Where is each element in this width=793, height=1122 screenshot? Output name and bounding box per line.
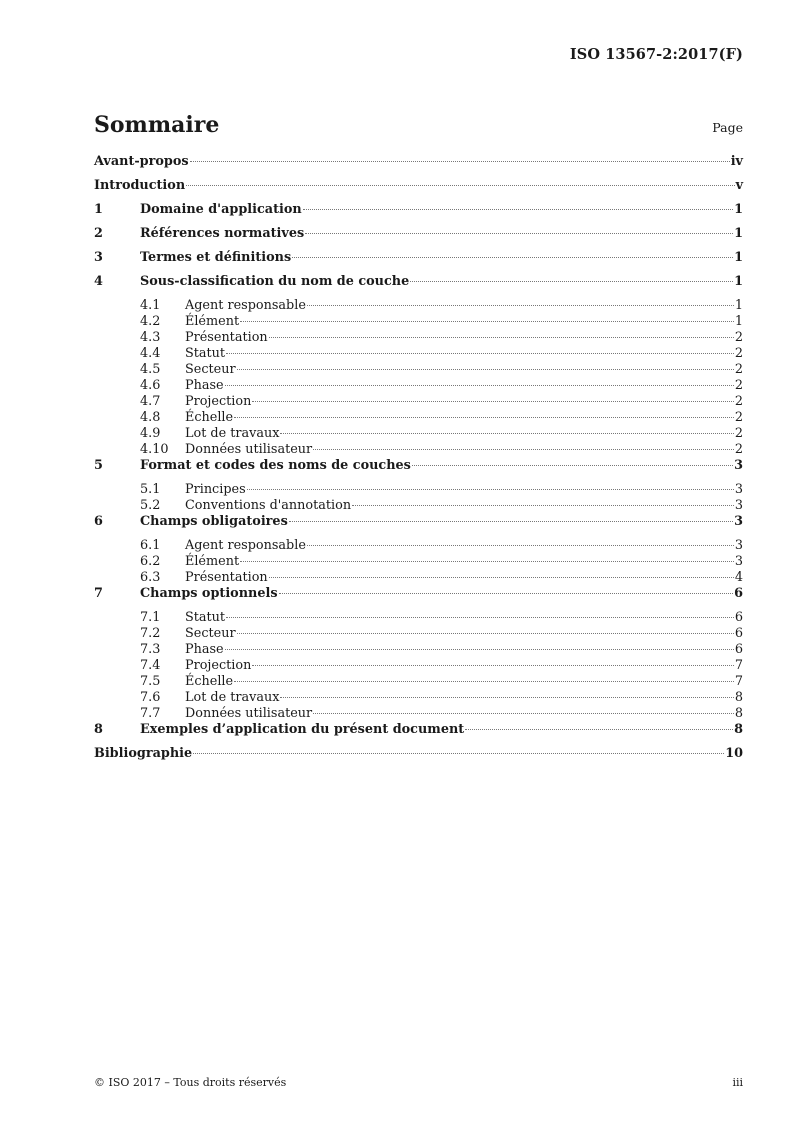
toc-entry[interactable]	[94, 154, 743, 178]
toc-entry-number: 7.6	[140, 690, 161, 705]
toc-entry-label: Projection	[185, 394, 252, 409]
toc-entry-page: 4	[734, 570, 743, 585]
toc-entry-label: Bibliographie	[94, 746, 193, 761]
toc-entry-number: 8	[94, 722, 103, 737]
dot-leader	[305, 233, 733, 234]
toc-entry-label: Sous-classification du nom de couche	[140, 274, 410, 289]
dot-leader	[269, 577, 734, 578]
toc-entry-page: 2	[734, 442, 743, 457]
toc-entry-label: Champs obligatoires	[140, 514, 288, 529]
toc-entry-page: 2	[734, 410, 743, 425]
dot-leader	[237, 633, 734, 634]
toc-entry[interactable]	[94, 226, 743, 250]
toc-entry-page: 6	[734, 586, 743, 601]
toc-entry[interactable]	[94, 362, 743, 378]
dot-leader	[352, 505, 734, 506]
toc-entry-label: Statut	[185, 610, 226, 625]
toc-entry-page: 3	[734, 482, 743, 497]
dot-leader	[226, 617, 734, 618]
toc-entry-label: Principes	[185, 482, 246, 497]
dot-leader	[410, 281, 733, 282]
toc-entry[interactable]	[94, 482, 743, 498]
toc-entry-label: Phase	[185, 378, 224, 393]
toc-entry-page: v	[735, 178, 743, 193]
toc-entry-number: 4.10	[140, 442, 169, 457]
toc-entry-page: 1	[734, 298, 743, 313]
toc-entry-page: 3	[734, 554, 743, 569]
toc-entry-page: 2	[734, 378, 743, 393]
dot-leader	[225, 385, 734, 386]
toc-entry-label: Données utilisateur	[185, 706, 313, 721]
toc-entry-number: 4.2	[140, 314, 161, 329]
toc-entry[interactable]	[94, 746, 743, 770]
toc-entry-page: 7	[734, 658, 743, 673]
toc-entry-label: Avant-propos	[94, 154, 189, 169]
toc-entry-number: 3	[94, 250, 103, 265]
toc-entry[interactable]	[94, 394, 743, 410]
toc-entry-page: 6	[734, 642, 743, 657]
toc-entry-number: 4.5	[140, 362, 161, 377]
toc-entry-label: Lot de travaux	[185, 426, 280, 441]
toc-entry[interactable]	[94, 538, 743, 554]
toc-entry-page: 3	[734, 458, 743, 473]
toc-entry-number: 7.4	[140, 658, 161, 673]
toc-entry-label: Conventions d'annotation	[185, 498, 352, 513]
toc-entry-label: Exemples d’application du présent document	[140, 722, 465, 737]
dot-leader	[279, 593, 734, 594]
toc-entry[interactable]	[94, 722, 743, 746]
toc-entry-label: Projection	[185, 658, 252, 673]
toc-entry-page: 8	[734, 690, 743, 705]
toc-entry[interactable]	[94, 274, 743, 298]
toc-entry-number: 4.1	[140, 298, 161, 313]
dot-leader	[412, 465, 733, 466]
toc-entry-label: Termes et définitions	[140, 250, 292, 265]
toc-entry-label: Échelle	[185, 674, 234, 689]
toc-entry[interactable]	[94, 314, 743, 330]
dot-leader	[252, 401, 734, 402]
toc-entry[interactable]	[94, 378, 743, 394]
dot-leader	[186, 185, 734, 186]
toc-entry-label: Élément	[185, 314, 240, 329]
toc-entry-label: Références normatives	[140, 226, 305, 241]
toc-entry[interactable]	[94, 178, 743, 202]
toc-entry-label: Statut	[185, 346, 226, 361]
dot-leader	[289, 521, 733, 522]
toc-entry-label: Phase	[185, 642, 224, 657]
dot-leader	[292, 257, 733, 258]
toc-entry-number: 1	[94, 202, 103, 217]
toc-entry-label: Introduction	[94, 178, 186, 193]
toc-entry-number: 4.7	[140, 394, 161, 409]
toc-entry[interactable]	[94, 642, 743, 658]
toc-entry[interactable]	[94, 586, 743, 610]
toc-entry-page: 1	[734, 314, 743, 329]
toc-entry[interactable]	[94, 706, 743, 722]
toc-entry-number: 4.8	[140, 410, 161, 425]
toc-entry-page: 10	[725, 746, 743, 761]
toc-entry-number: 7	[94, 586, 103, 601]
toc-entry-label: Élément	[185, 554, 240, 569]
toc-entry-number: 6	[94, 514, 103, 529]
toc-entry-label: Secteur	[185, 362, 236, 377]
dot-leader	[280, 433, 733, 434]
toc-entry-page: 6	[734, 626, 743, 641]
dot-leader	[226, 353, 734, 354]
document-reference: ISO 13567-2:2017(F)	[569, 46, 743, 63]
toc-entry[interactable]	[94, 330, 743, 346]
toc-entry-page: iv	[730, 154, 743, 169]
dot-leader	[465, 729, 733, 730]
toc-entry-number: 6.1	[140, 538, 161, 553]
toc-entry-number: 4	[94, 274, 103, 289]
toc-entry[interactable]	[94, 458, 743, 482]
toc-entry-page: 2	[734, 346, 743, 361]
toc-entry-number: 2	[94, 226, 103, 241]
toc-entry-page: 7	[734, 674, 743, 689]
dot-leader	[190, 161, 730, 162]
toc-entry-page: 8	[734, 706, 743, 721]
dot-leader	[234, 681, 734, 682]
toc-entry[interactable]	[94, 410, 743, 426]
toc-entry-number: 5.2	[140, 498, 161, 513]
page-footer	[94, 1076, 743, 1089]
toc-entry-label: Données utilisateur	[185, 442, 313, 457]
dot-leader	[307, 545, 734, 546]
toc-entry-label: Échelle	[185, 410, 234, 425]
toc-entry-page: 2	[734, 330, 743, 345]
dot-leader	[307, 305, 734, 306]
dot-leader	[193, 753, 724, 754]
toc-entry-page: 2	[734, 426, 743, 441]
toc-entry-number: 4.6	[140, 378, 161, 393]
toc-entry-page: 3	[734, 498, 743, 513]
dot-leader	[303, 209, 733, 210]
toc-entry-page: 1	[734, 226, 743, 241]
dot-leader	[280, 697, 733, 698]
toc-entry[interactable]	[94, 610, 743, 626]
toc-entry-page: 1	[734, 274, 743, 289]
toc-entry-page: 2	[734, 362, 743, 377]
toc-entry[interactable]	[94, 498, 743, 514]
toc-entry-number: 5	[94, 458, 103, 473]
dot-leader	[313, 449, 734, 450]
toc-entry-number: 7.1	[140, 610, 161, 625]
toc-entry[interactable]	[94, 674, 743, 690]
toc-entry-number: 4.3	[140, 330, 161, 345]
toc-entry[interactable]	[94, 554, 743, 570]
dot-leader	[313, 713, 734, 714]
toc-entry-number: 4.4	[140, 346, 161, 361]
dot-leader	[225, 649, 734, 650]
table-of-contents	[94, 154, 743, 770]
toc-entry[interactable]	[94, 626, 743, 642]
toc-entry-label: Présentation	[185, 570, 268, 585]
toc-entry-number: 7.7	[140, 706, 161, 721]
toc-entry[interactable]	[94, 250, 743, 274]
dot-leader	[247, 489, 734, 490]
toc-entry[interactable]	[94, 298, 743, 314]
toc-entry-label: Secteur	[185, 626, 236, 641]
dot-leader	[240, 561, 734, 562]
toc-entry-page: 2	[734, 394, 743, 409]
dot-leader	[240, 321, 734, 322]
toc-entry-label: Format et codes des noms de couches	[140, 458, 411, 473]
toc-entry[interactable]	[94, 570, 743, 586]
toc-entry-label: Agent responsable	[185, 298, 306, 313]
dot-leader	[237, 369, 734, 370]
toc-entry[interactable]	[94, 442, 743, 458]
toc-entry-number: 7.5	[140, 674, 161, 689]
dot-leader	[269, 337, 734, 338]
toc-entry[interactable]	[94, 690, 743, 706]
toc-entry-label: Agent responsable	[185, 538, 306, 553]
page-column-label: Page	[712, 120, 743, 135]
toc-entry[interactable]	[94, 202, 743, 226]
toc-entry-page: 6	[734, 610, 743, 625]
toc-entry-page: 3	[734, 538, 743, 553]
toc-entry-page: 1	[734, 202, 743, 217]
page-number: iii	[732, 1076, 743, 1089]
toc-entry-number: 6.3	[140, 570, 161, 585]
dot-leader	[234, 417, 734, 418]
toc-entry-number: 7.2	[140, 626, 161, 641]
toc-entry-page: 1	[734, 250, 743, 265]
dot-leader	[252, 665, 734, 666]
toc-entry[interactable]	[94, 426, 743, 442]
toc-entry[interactable]	[94, 658, 743, 674]
toc-title-row	[94, 112, 743, 138]
toc-entry-number: 7.3	[140, 642, 161, 657]
toc-entry-label: Lot de travaux	[185, 690, 280, 705]
toc-entry-label: Domaine d'application	[140, 202, 302, 217]
toc-entry-number: 4.9	[140, 426, 161, 441]
toc-entry[interactable]	[94, 346, 743, 362]
copyright-notice: © ISO 2017 – Tous droits réservés	[94, 1076, 287, 1089]
toc-entry-label: Présentation	[185, 330, 268, 345]
toc-entry-page: 3	[734, 514, 743, 529]
page-title: Sommaire	[94, 112, 220, 138]
toc-entry[interactable]	[94, 514, 743, 538]
toc-entry-number: 6.2	[140, 554, 161, 569]
toc-entry-page: 8	[734, 722, 743, 737]
toc-entry-label: Champs optionnels	[140, 586, 278, 601]
toc-entry-number: 5.1	[140, 482, 161, 497]
